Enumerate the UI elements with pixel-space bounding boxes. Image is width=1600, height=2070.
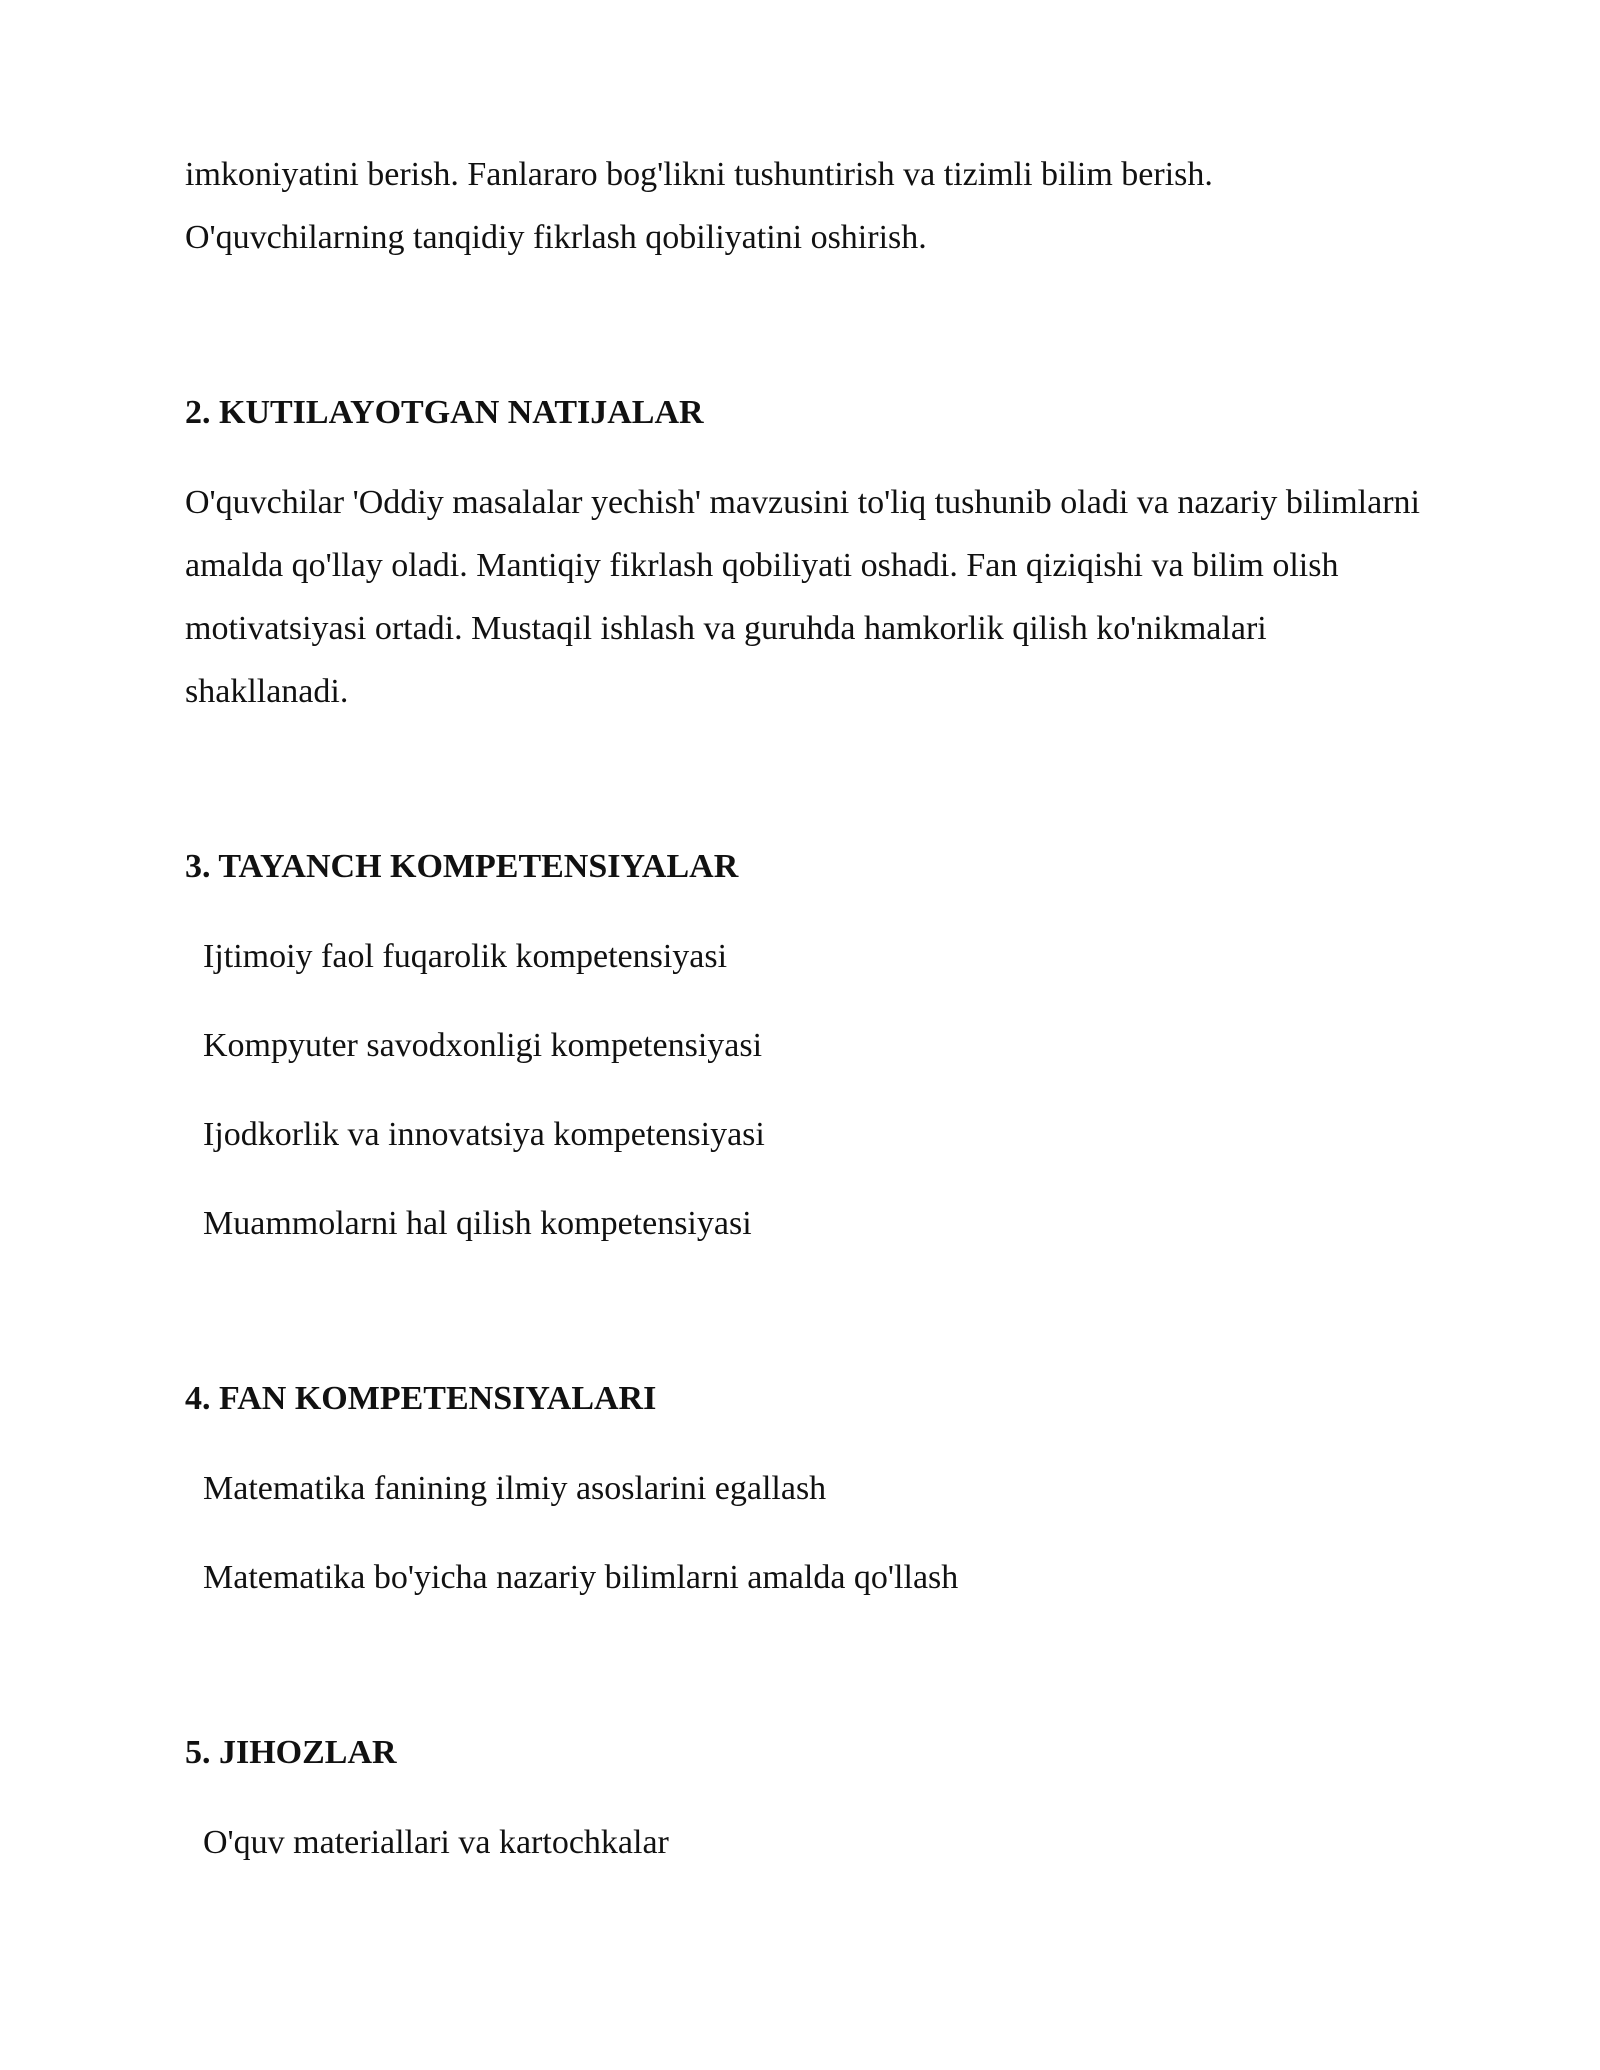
intro-line: imkoniyatini berish. Fanlararo bog'likni tushuntirish va tizimli bilim berish.	[185, 156, 1213, 193]
list-item: Muammolarni hal qilish kompetensiyasi	[203, 1205, 752, 1242]
section-heading: 3. TAYANCH KOMPETENSIYALAR	[185, 848, 739, 885]
section-heading: 2. KUTILAYOTGAN NATIJALAR	[185, 394, 704, 431]
competency-list	[185, 925, 1425, 1255]
section-equipment	[185, 1721, 1425, 1874]
subject-competency-list	[185, 1457, 1425, 1609]
intro-paragraph	[185, 143, 1425, 269]
list-item: Matematika bo'yicha nazariy bilimlarni amalda qo'llash	[203, 1559, 959, 1596]
list-item: Matematika fanining ilmiy asoslarini egallash	[203, 1470, 827, 1507]
document-content	[185, 143, 1425, 1986]
equipment-list	[185, 1811, 1425, 1874]
list-item: Ijtimoiy faol fuqarolik kompetensiyasi	[203, 938, 728, 975]
section-core-competencies	[185, 835, 1425, 1255]
section-heading: 4. FAN KOMPETENSIYALARI	[185, 1380, 657, 1417]
list-item: Kompyuter savodxonligi kompetensiyasi	[203, 1027, 763, 1064]
section-subject-competencies	[185, 1367, 1425, 1609]
intro-line: O'quvchilarning tanqidiy fikrlash qobiliyatini oshirish.	[185, 219, 927, 256]
section-heading: 5. JIHOZLAR	[185, 1734, 397, 1771]
section-paragraph: O'quvchilar 'Oddiy masalalar yechish' mavzusini to'liq tushunib oladi va nazariy bilimlarni amalda qo'llay oladi. Mantiqiy fikrlash qobiliyati oshadi. Fan qiziqishi va bilim olish motivatsiyasi ortadi. Mustaqil ishlash va guruhda hamkorlik qilish ko'nikmalari shakllanadi.	[185, 484, 1420, 710]
section-expected-results	[185, 381, 1425, 723]
list-item: Ijodkorlik va innovatsiya kompetensiyasi	[203, 1116, 765, 1153]
list-item: O'quv materiallari va kartochkalar	[203, 1824, 669, 1861]
